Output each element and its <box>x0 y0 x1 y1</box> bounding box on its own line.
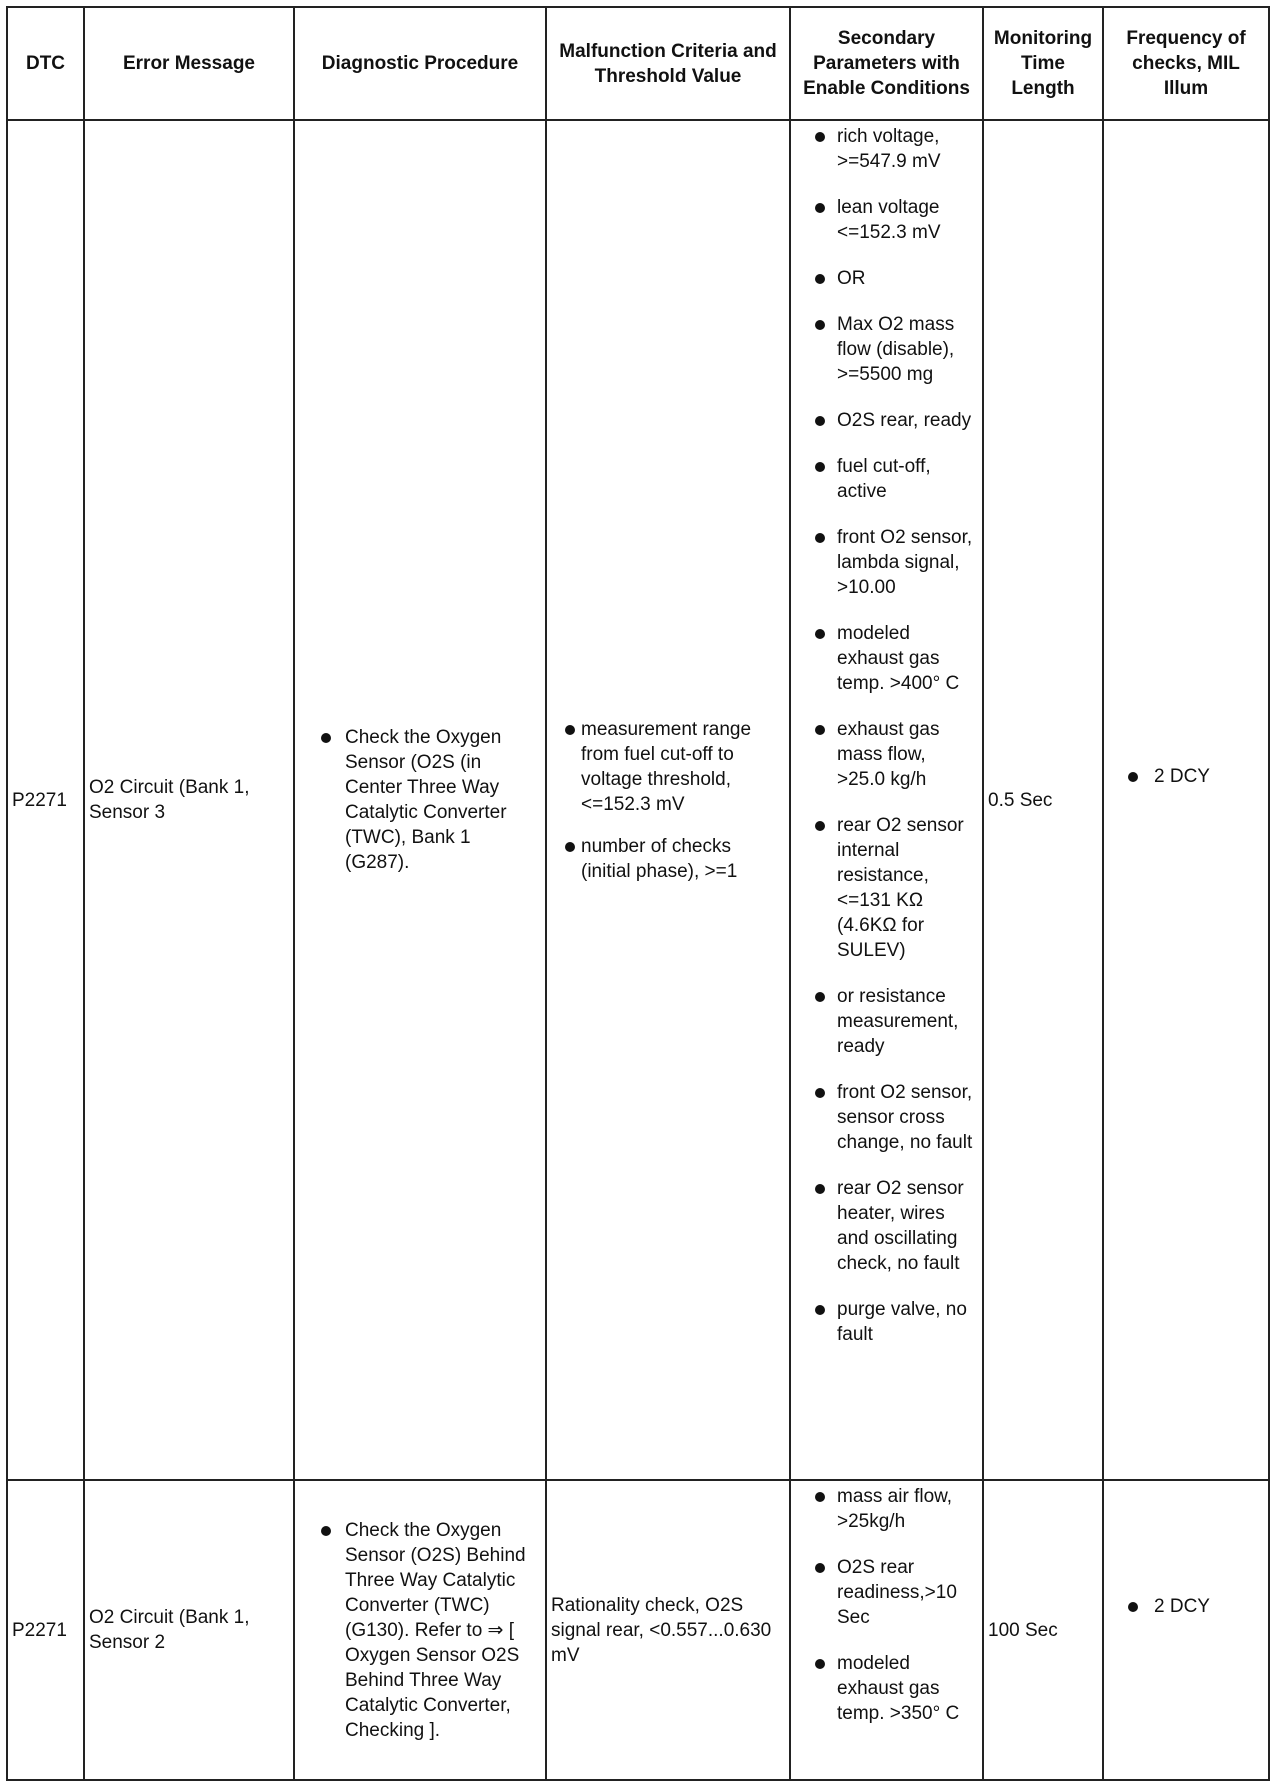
secondary-parameters-cell <box>790 120 983 1480</box>
dtc-cell: P2271 <box>7 1480 84 1780</box>
error-message-cell: O2 Circuit (Bank 1, Sensor 3 <box>84 120 294 1480</box>
list-item: mass air flow, >25kg/h <box>795 1484 978 1534</box>
list-item: front O2 sensor, lambda signal, >10.00 <box>795 525 978 600</box>
monitoring-time-cell: 100 Sec <box>983 1480 1103 1780</box>
list-item: Check the Oxygen Sensor (O2S) Behind Three Way Catalytic Converter (TWC) (G130). Refer to ⇒ [ Oxygen Sensor O2S Behind Three Way Catalytic Converter, Checking ]. <box>299 1518 543 1743</box>
list-item: rear O2 sensor heater, wires and oscillating check, no fault <box>795 1176 978 1276</box>
list-item: front O2 sensor, sensor cross change, no fault <box>795 1080 978 1155</box>
list-item: O2S rear readiness,>10 Sec <box>795 1555 978 1630</box>
frequency-cell <box>1103 1480 1269 1780</box>
list-item: OR <box>795 266 978 291</box>
list-item: number of checks (initial phase), >=1 <box>551 834 785 884</box>
malfunction-criteria-cell: Rationality check, O2S signal rear, <0.557...0.630 mV <box>546 1480 790 1780</box>
list-item: 2 DCY <box>1108 1594 1264 1619</box>
header-monitoring-time: Monitoring Time Length <box>983 7 1103 120</box>
list-item: purge valve, no fault <box>795 1297 978 1347</box>
list-item: O2S rear, ready <box>795 408 978 433</box>
list-item: Max O2 mass flow (disable), >=5500 mg <box>795 312 978 387</box>
list-item: rich voltage, >=547.9 mV <box>795 124 978 174</box>
list-item: Check the Oxygen Sensor (O2S (in Center Three Way Catalytic Converter (TWC), Bank 1 (G287). <box>299 725 531 875</box>
list-item: rear O2 sensor internal resistance, <=131 KΩ (4.6KΩ for SULEV) <box>795 813 978 963</box>
dtc-cell: P2271 <box>7 120 84 1480</box>
diagnostic-procedure-cell <box>294 120 546 1480</box>
list-item: or resistance measurement, ready <box>795 984 978 1059</box>
error-message-cell: O2 Circuit (Bank 1, Sensor 2 <box>84 1480 294 1780</box>
list-item: fuel cut-off, active <box>795 454 978 504</box>
list-item: lean voltage <=152.3 mV <box>795 195 978 245</box>
frequency-cell <box>1103 120 1269 1480</box>
monitoring-time-cell: 0.5 Sec <box>983 120 1103 1480</box>
table-row <box>7 1480 1269 1780</box>
table-row <box>7 120 1269 1480</box>
list-item: 2 DCY <box>1108 764 1264 789</box>
header-row <box>7 7 1269 120</box>
header-secondary-parameters: Secondary Parameters with Enable Conditions <box>790 7 983 120</box>
header-frequency: Frequency of checks, MIL Illum <box>1103 7 1269 120</box>
header-error-message: Error Message <box>84 7 294 120</box>
list-item: modeled exhaust gas temp. >350° C <box>795 1651 978 1726</box>
list-item: measurement range from fuel cut-off to voltage threshold, <=152.3 mV <box>551 717 785 817</box>
diagnostic-procedure-cell <box>294 1480 546 1780</box>
header-dtc: DTC <box>7 7 84 120</box>
list-item: modeled exhaust gas temp. >400° C <box>795 621 978 696</box>
dtc-table <box>6 6 1270 1781</box>
header-malfunction-criteria: Malfunction Criteria and Threshold Value <box>546 7 790 120</box>
malfunction-criteria-cell <box>546 120 790 1480</box>
secondary-parameters-cell <box>790 1480 983 1780</box>
list-item: exhaust gas mass flow, >25.0 kg/h <box>795 717 978 792</box>
header-diagnostic-procedure: Diagnostic Procedure <box>294 7 546 120</box>
